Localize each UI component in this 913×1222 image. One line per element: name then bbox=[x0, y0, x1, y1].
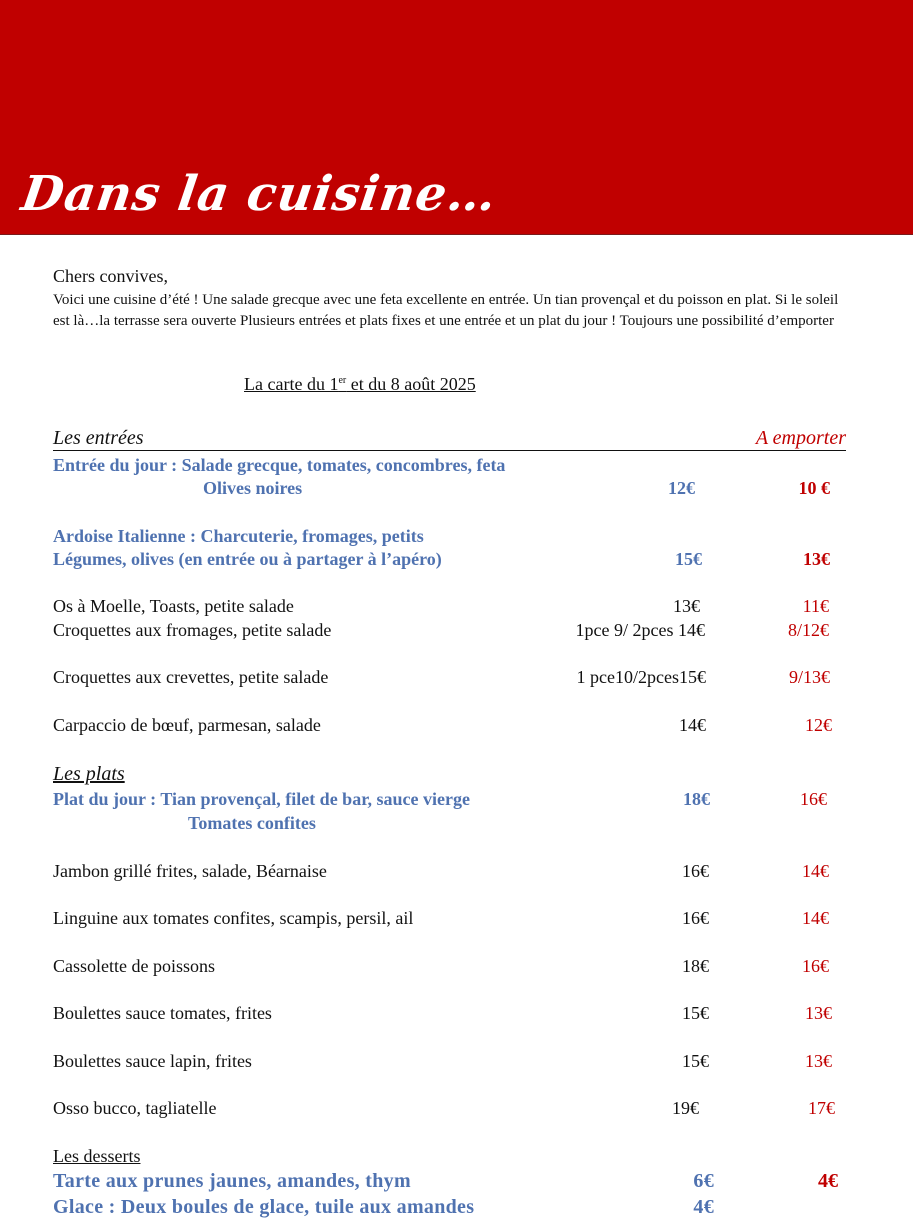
page-title: Dans la cuisine… bbox=[18, 166, 501, 222]
plat-item-takeaway: 17€ bbox=[808, 1098, 835, 1118]
plat-item-name: Linguine aux tomates confites, scampis, persil, ail bbox=[53, 908, 414, 928]
entree-item-takeaway: 9/13€ bbox=[788, 667, 830, 687]
entree-item-name: Carpaccio de bœuf, parmesan, salade bbox=[53, 715, 321, 735]
plat-du-jour-takeaway: 16€ bbox=[800, 789, 827, 809]
entree-item-price: 1pce 9/ 2pces 14€ bbox=[575, 620, 705, 640]
entree-item-name: Croquettes aux crevettes, petite salade bbox=[53, 667, 329, 687]
entrees-heading: Les entrées bbox=[53, 427, 144, 449]
plat-item-name: Boulettes sauce tomates, frites bbox=[53, 1003, 272, 1023]
plat-item-price: 15€ bbox=[682, 1003, 709, 1023]
entree-du-jour-takeaway: 10 € bbox=[798, 478, 830, 498]
plats-heading: Les plats bbox=[53, 763, 125, 785]
entree-item-price: 1 pce10/2pces15€ bbox=[576, 667, 706, 687]
plat-du-jour-price: 18€ bbox=[683, 789, 710, 809]
carte-title-after: et du 8 août 2025 bbox=[346, 374, 476, 394]
dessert-item-price: 6€ bbox=[693, 1170, 714, 1192]
entree-du-jour-price: 12€ bbox=[668, 478, 695, 498]
carte-title-sup: er bbox=[338, 375, 347, 386]
plat-item-takeaway: 16€ bbox=[802, 956, 829, 976]
plat-item-name: Jambon grillé frites, salade, Béarnaise bbox=[53, 861, 327, 881]
entree-item-takeaway: 12€ bbox=[805, 715, 832, 735]
desserts-heading: Les desserts bbox=[53, 1146, 141, 1166]
entree-item-name: Croquettes aux fromages, petite salade bbox=[53, 620, 332, 640]
plat-item-takeaway: 13€ bbox=[805, 1003, 832, 1023]
entree-item-name: Os à Moelle, Toasts, petite salade bbox=[53, 596, 294, 616]
plat-item-name: Cassolette de poissons bbox=[53, 956, 215, 976]
entree-item-takeaway: 11€ bbox=[802, 596, 829, 616]
plat-item-name: Boulettes sauce lapin, frites bbox=[53, 1051, 252, 1071]
plat-item-takeaway: 13€ bbox=[805, 1051, 832, 1071]
entree-item-takeaway: 8/12€ bbox=[787, 620, 829, 640]
plat-item-takeaway: 14€ bbox=[802, 861, 829, 881]
plat-item-price: 16€ bbox=[682, 908, 709, 928]
dessert-item-takeaway: 4€ bbox=[818, 1170, 838, 1192]
dessert-item-price: 4€ bbox=[693, 1196, 714, 1218]
greeting: Chers convives, bbox=[53, 266, 168, 286]
header-banner bbox=[0, 0, 913, 235]
plat-du-jour-line2: Tomates confites bbox=[188, 813, 316, 833]
carte-title-before: La carte du 1 bbox=[244, 374, 339, 394]
plat-item-price: 18€ bbox=[682, 956, 709, 976]
ardoise-takeaway: 13€ bbox=[803, 549, 830, 569]
ardoise-price: 15€ bbox=[675, 549, 702, 569]
plat-du-jour-line1: Plat du jour : Tian provençal, filet de bar, sauce vierge bbox=[53, 789, 470, 809]
dessert-item-name: Glace : Deux boules de glace, tuile aux amandes bbox=[53, 1196, 475, 1218]
carte-title bbox=[244, 374, 476, 395]
entree-du-jour-line2: Olives noires bbox=[203, 478, 303, 498]
plat-item-price: 15€ bbox=[682, 1051, 709, 1071]
plat-item-name: Osso bucco, tagliatelle bbox=[53, 1098, 217, 1118]
entrees-divider bbox=[53, 450, 846, 451]
entree-item-price: 13€ bbox=[673, 596, 700, 616]
ardoise-line1: Ardoise Italienne : Charcuterie, fromages, petits bbox=[53, 526, 424, 546]
plat-item-price: 16€ bbox=[682, 861, 709, 881]
dessert-item-name: Tarte aux prunes jaunes, amandes, thym bbox=[53, 1170, 411, 1192]
plat-item-price: 19€ bbox=[672, 1098, 699, 1118]
takeaway-column-heading: A emporter bbox=[755, 427, 846, 449]
ardoise-line2: Légumes, olives (en entrée ou à partager à l’apéro) bbox=[53, 549, 442, 569]
entree-du-jour-line1: Entrée du jour : Salade grecque, tomates, concombres, feta bbox=[53, 455, 506, 475]
plat-item-takeaway: 14€ bbox=[802, 908, 829, 928]
entree-item-price: 14€ bbox=[679, 715, 706, 735]
intro-text: Voici une cuisine d’été ! Une salade grecque avec une feta excellente en entrée. Un tian provençal et du poisson en plat. Si le soleil est là…la terrasse sera ouverte Plusieurs entrées et plats fixes et une entrée et un plat du jour ! Toujours une possibilité d’emporter bbox=[53, 292, 839, 329]
